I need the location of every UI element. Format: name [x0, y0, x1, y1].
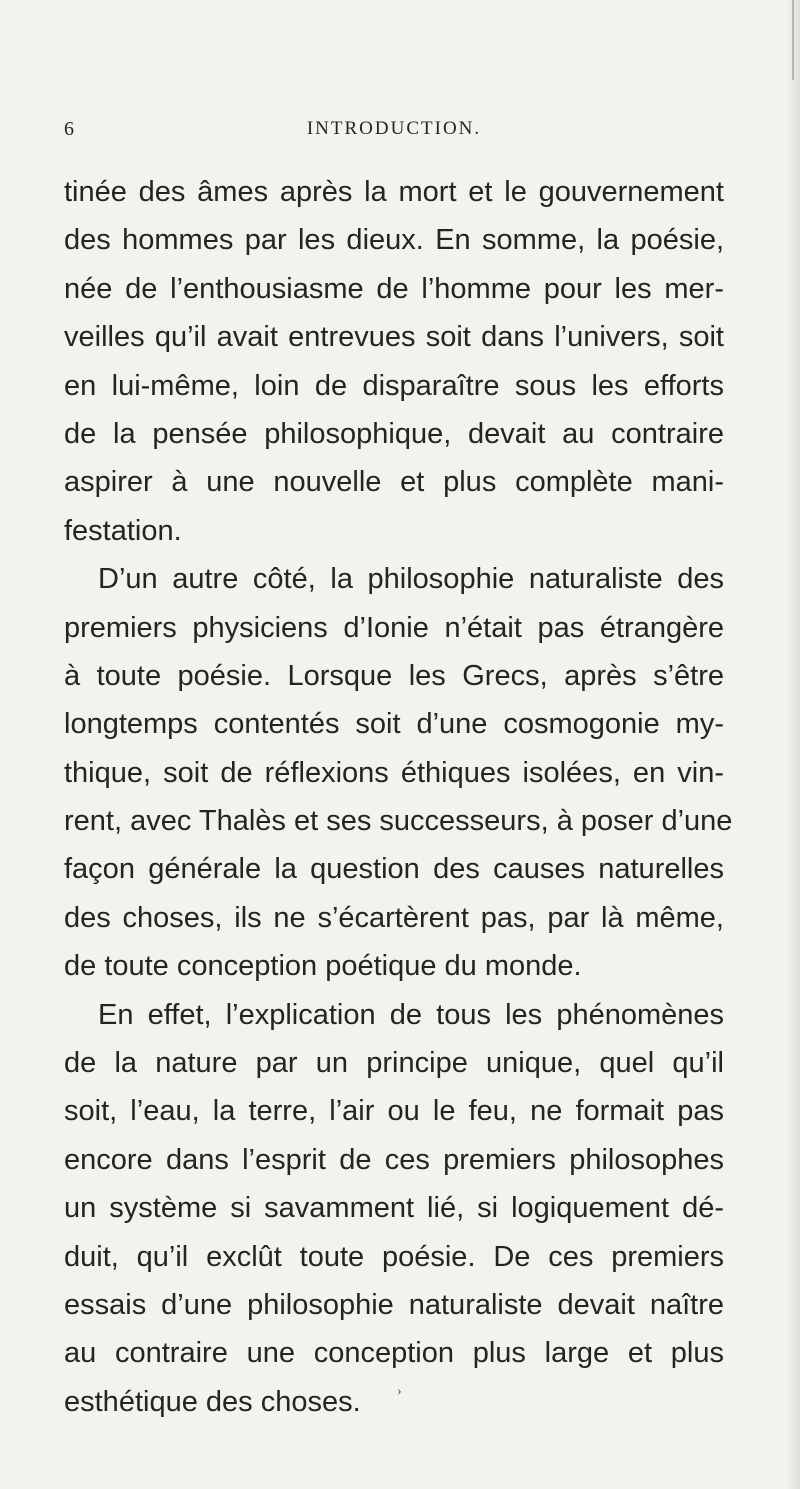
text-line: des hommes par les dieux. En somme, la poésie,: [64, 224, 724, 257]
body-text: [64, 168, 733, 1426]
running-head: INTRODUCTION.: [306, 118, 482, 139]
text-line: au contraire une conception plus large et plus: [64, 1337, 724, 1370]
text-line: de toute conception poétique du monde.: [64, 950, 582, 983]
text-line: festation.: [64, 514, 182, 547]
text-line: longtemps contentés soit d’une cosmogonie my-: [64, 708, 724, 741]
text-line: façon générale la question des causes naturelles: [64, 853, 724, 886]
page-edge-line: [792, 0, 794, 80]
text-line: aspirer à une nouvelle et plus complète mani-: [64, 466, 724, 499]
text-line: née de l’enthousiasme de l’homme pour les mer-: [64, 272, 724, 305]
text-line: veilles qu’il avait entrevues soit dans l’univers, soit: [64, 321, 724, 354]
text-line: rent, avec Thalès et ses successeurs, à poser d’une: [64, 805, 733, 838]
text-line: D’un autre côté, la philosophie naturaliste des: [98, 563, 724, 596]
page-edge-shadow: [786, 0, 800, 1489]
text-line: duit, qu’il exclût toute poésie. De ces premiers: [64, 1240, 724, 1273]
text-line: premiers physiciens d’Ionie n’était pas étrangère: [64, 611, 724, 644]
text-line: esthétique des choses.: [64, 1385, 361, 1418]
text-line: soit, l’eau, la terre, l’air ou le feu, ne formait pas: [64, 1095, 724, 1128]
text-line: thique, soit de réflexions éthiques isolées, en vin-: [64, 756, 724, 789]
text-line: de la pensée philosophique, devait au contraire: [64, 417, 724, 450]
text-line: de la nature par un principe unique, quel qu’il: [64, 1047, 724, 1080]
text-line: essais d’une philosophie naturaliste devait naître: [64, 1288, 724, 1321]
text-line: en lui-même, loin de disparaître sous les efforts: [64, 369, 724, 402]
text-line: un système si savamment lié, si logiquement dé-: [64, 1192, 724, 1225]
text-line: tinée des âmes après la mort et le gouvernement: [64, 176, 724, 208]
footer-mark: ›: [397, 1384, 402, 1399]
text-line: En effet, l’explication de tous les phénomènes: [98, 998, 724, 1031]
page-header: [64, 118, 724, 148]
text-line: encore dans l’esprit de ces premiers philosophes: [64, 1143, 724, 1176]
page-number: 6: [64, 118, 75, 140]
text-line: à toute poésie. Lorsque les Grecs, après s’être: [64, 659, 724, 692]
text-line: des choses, ils ne s’écartèrent pas, par là même,: [64, 901, 724, 934]
